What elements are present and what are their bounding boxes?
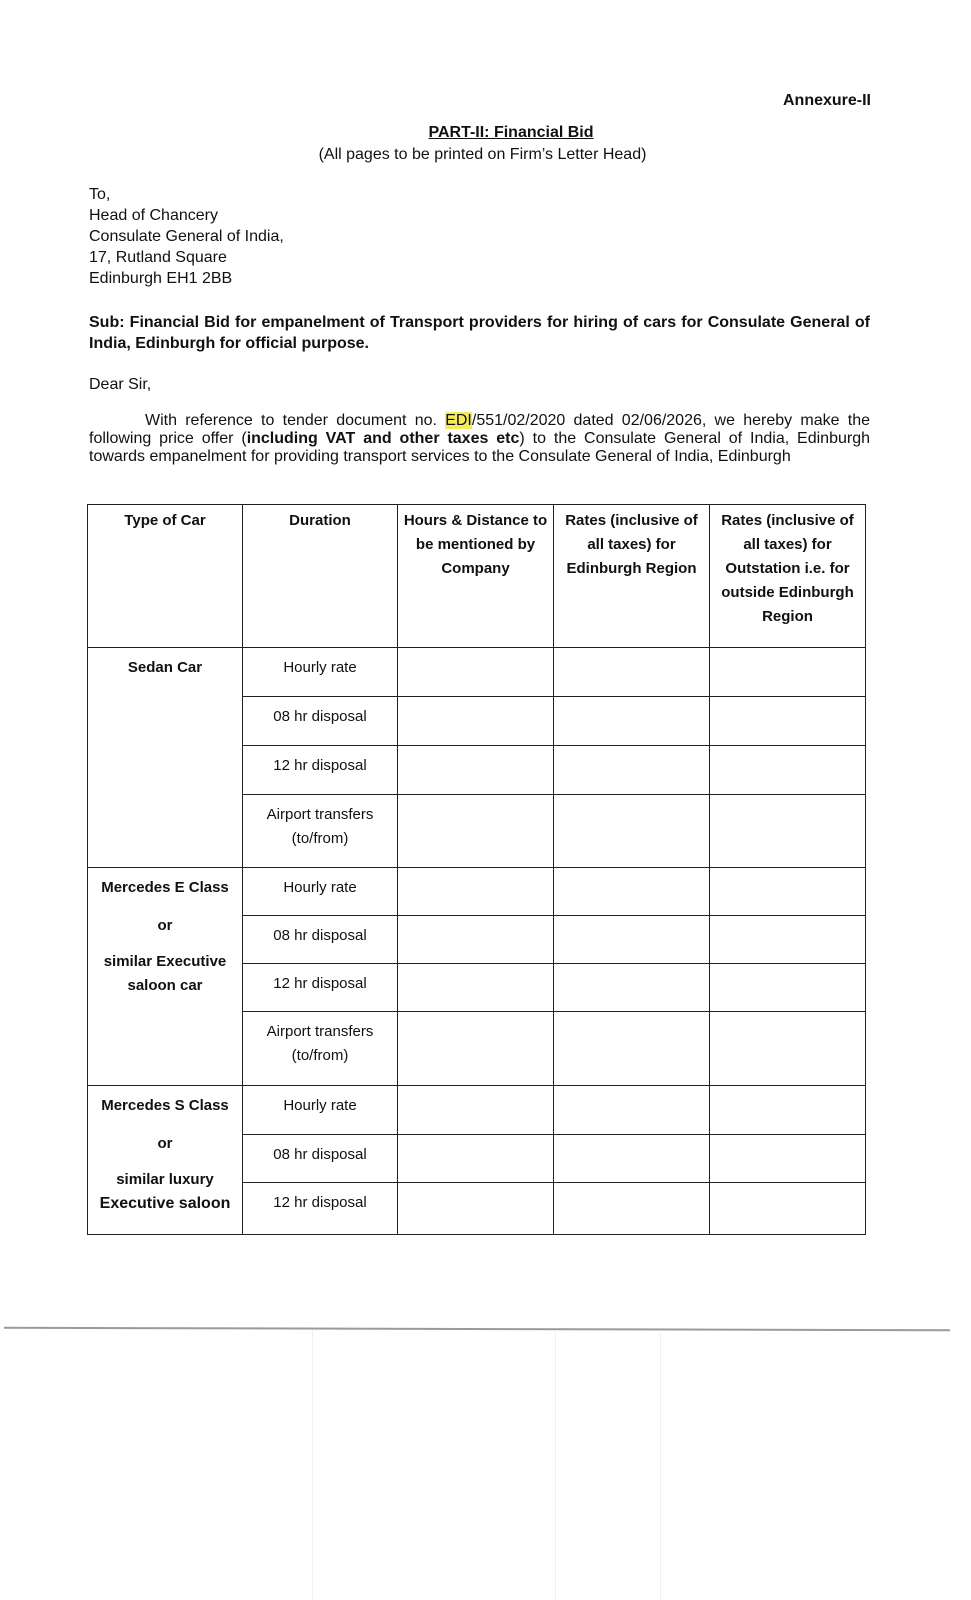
outstation-rate-input-cell[interactable]	[710, 1086, 866, 1135]
page-bottom-divider	[4, 1327, 950, 1331]
duration-cell: 12 hr disposal	[243, 964, 398, 1012]
hours-distance-input-cell[interactable]	[398, 1135, 554, 1183]
outstation-rate-input-cell[interactable]	[710, 746, 866, 795]
scan-shadow-line	[555, 1330, 556, 1600]
address-to: To,	[89, 186, 111, 203]
edinburgh-rate-input-cell[interactable]	[554, 916, 710, 964]
address-line: Head of Chancery	[89, 207, 218, 224]
duration-cell: 12 hr disposal	[243, 1183, 398, 1235]
car-type-or: or	[157, 917, 173, 934]
document-title: PART-II: Financial Bid	[428, 124, 594, 141]
salutation: Dear Sir,	[89, 376, 152, 393]
duration-cell: Hourly rate	[243, 648, 398, 697]
duration-cell: 08 hr disposal	[243, 916, 398, 964]
header-type-of-car: Type of Car	[88, 505, 243, 648]
outstation-rate-input-cell[interactable]	[710, 1183, 866, 1235]
header-rates-outstation: Rates (inclusive of all taxes) for Outstation i.e. for outside Edinburgh Region	[710, 505, 866, 648]
outstation-rate-input-cell[interactable]	[710, 795, 866, 868]
edinburgh-rate-input-cell[interactable]	[554, 1135, 710, 1183]
edinburgh-rate-input-cell[interactable]	[554, 697, 710, 746]
body-text: /551/02/2020 dated 02/06/2026, we hereby make the following price offer (	[89, 412, 870, 447]
car-type-cell	[88, 868, 243, 1086]
edinburgh-rate-input-cell[interactable]	[554, 1183, 710, 1235]
table-row	[88, 648, 866, 697]
hours-distance-input-cell[interactable]	[398, 746, 554, 795]
edinburgh-rate-input-cell[interactable]	[554, 964, 710, 1012]
address-line: Edinburgh EH1 2BB	[89, 270, 233, 287]
edinburgh-rate-input-cell[interactable]	[554, 648, 710, 697]
car-type-alternative: similar Executive saloon car	[103, 953, 227, 994]
address-line: Consulate General of India,	[89, 228, 284, 245]
annexure-label: Annexure-II	[782, 92, 871, 109]
header-rates-edinburgh: Rates (inclusive of all taxes) for Edinburgh Region	[554, 505, 710, 648]
table-row	[88, 1086, 866, 1135]
body-bold-text: including VAT and other taxes etc	[246, 430, 520, 447]
hours-distance-input-cell[interactable]	[398, 697, 554, 746]
outstation-rate-input-cell[interactable]	[710, 1135, 866, 1183]
edinburgh-rate-input-cell[interactable]	[554, 1012, 710, 1086]
car-type-name: Mercedes S Class	[101, 1097, 229, 1114]
address-line: 17, Rutland Square	[89, 249, 227, 266]
duration-cell: 12 hr disposal	[243, 746, 398, 795]
header-hours-distance: Hours & Distance to be mentioned by Company	[398, 505, 554, 648]
outstation-rate-input-cell[interactable]	[710, 648, 866, 697]
scan-shadow-line	[660, 1330, 661, 1600]
header-duration: Duration	[243, 505, 398, 648]
highlighted-text: EDI	[445, 412, 472, 429]
outstation-rate-input-cell[interactable]	[710, 964, 866, 1012]
recipient-address	[89, 184, 284, 289]
car-type-or: or	[157, 1135, 173, 1152]
outstation-rate-input-cell[interactable]	[710, 1012, 866, 1086]
hours-distance-input-cell[interactable]	[398, 1012, 554, 1086]
car-type-name: Mercedes E Class	[101, 879, 229, 896]
subject-line: Sub: Financial Bid for empanelment of Transport providers for hiring of cars for Consulate General of India, Edinburgh for official purpose.	[89, 314, 870, 352]
hours-distance-input-cell[interactable]	[398, 964, 554, 1012]
duration-cell: 08 hr disposal	[243, 697, 398, 746]
duration-cell: Hourly rate	[243, 1086, 398, 1135]
outstation-rate-input-cell[interactable]	[710, 697, 866, 746]
edinburgh-rate-input-cell[interactable]	[554, 1086, 710, 1135]
edinburgh-rate-input-cell[interactable]	[554, 746, 710, 795]
hours-distance-input-cell[interactable]	[398, 1086, 554, 1135]
edinburgh-rate-input-cell[interactable]	[554, 868, 710, 916]
body-paragraph	[89, 412, 870, 466]
outstation-rate-input-cell[interactable]	[710, 916, 866, 964]
hours-distance-input-cell[interactable]	[398, 795, 554, 868]
table-row	[88, 868, 866, 916]
financial-bid-table	[87, 504, 866, 1235]
duration-cell: 08 hr disposal	[243, 1135, 398, 1183]
car-type-cell	[88, 648, 243, 868]
hours-distance-input-cell[interactable]	[398, 648, 554, 697]
car-type-name: Sedan Car	[127, 659, 203, 676]
hours-distance-input-cell[interactable]	[398, 868, 554, 916]
duration-cell: Airport transfers (to/from)	[243, 795, 398, 868]
car-type-alternative: similar luxury	[116, 1171, 214, 1188]
table-header-row	[88, 505, 866, 648]
duration-cell: Airport transfers (to/from)	[243, 1012, 398, 1086]
hours-distance-input-cell[interactable]	[398, 916, 554, 964]
body-text: ) to the Consulate General of India, Edinburgh towards empanelment for providing transport services to the Consulate General of India, Edinburgh	[89, 430, 871, 465]
hours-distance-input-cell[interactable]	[398, 1183, 554, 1235]
car-type-cell	[88, 1086, 243, 1235]
outstation-rate-input-cell[interactable]	[710, 868, 866, 916]
car-type-alternative: Executive saloon	[99, 1195, 231, 1212]
document-subtitle: (All pages to be printed on Firm’s Letter Head)	[318, 146, 647, 163]
edinburgh-rate-input-cell[interactable]	[554, 795, 710, 868]
body-text: With reference to tender document no.	[145, 412, 446, 429]
scan-shadow-line	[312, 1330, 313, 1600]
duration-cell: Hourly rate	[243, 868, 398, 916]
